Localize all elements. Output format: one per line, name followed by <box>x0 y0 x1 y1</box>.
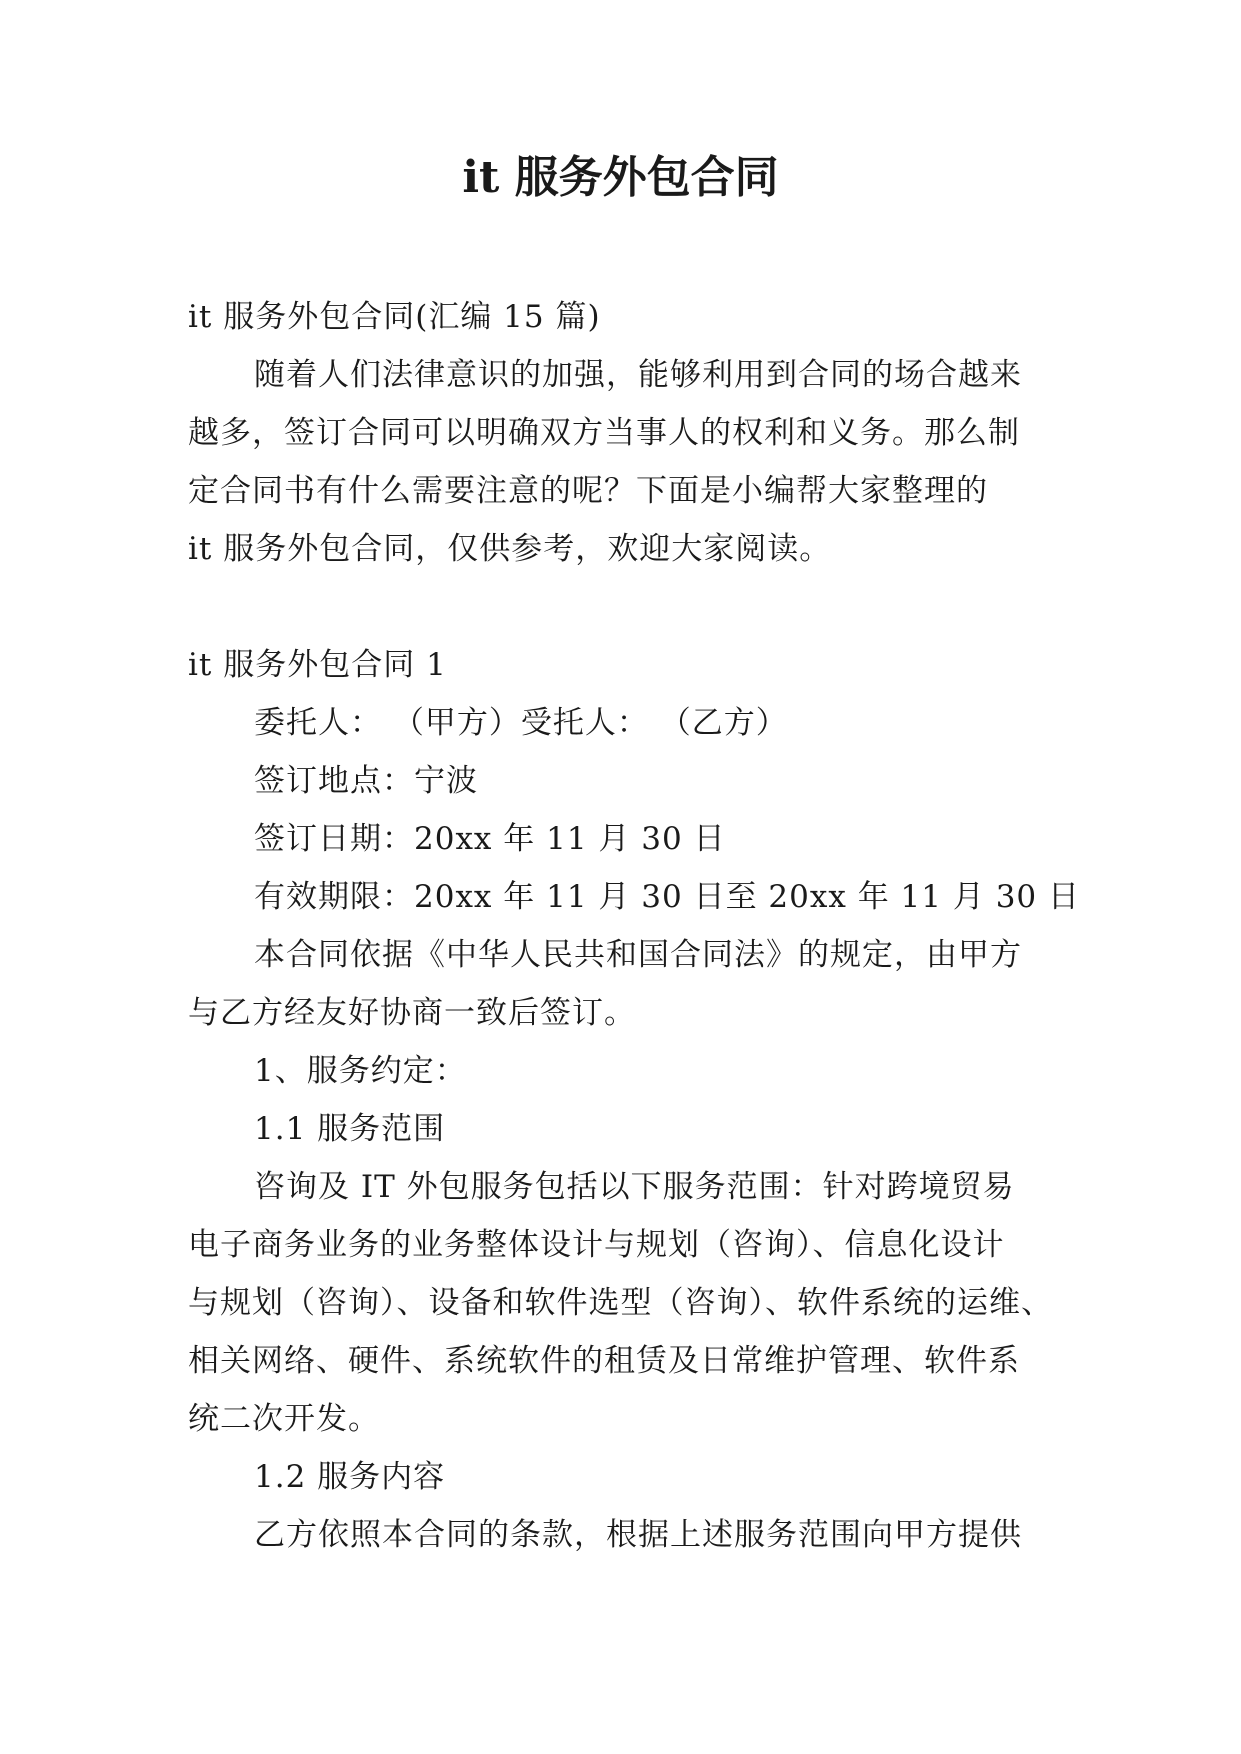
compilation-subtitle: it 服务外包合同(汇编 15 篇) <box>188 299 601 335</box>
content-line: 乙方依照本合同的条款，根据上述服务范围向甲方提供 <box>254 1517 1022 1553</box>
scope-line: 与规划（咨询）、设备和软件选型（咨询）、软件系统的运维、 <box>188 1285 1053 1321</box>
scope-line: 咨询及 IT 外包服务包括以下服务范围：针对跨境贸易 <box>254 1169 1015 1205</box>
section-title: it 服务外包合同 1 <box>188 647 447 683</box>
scope-line: 相关网络、硬件、系统软件的租赁及日常维护管理、软件系 <box>188 1343 1020 1379</box>
document-body <box>188 288 1081 1564</box>
clause-subheading: 1.2 服务内容 <box>254 1459 446 1495</box>
basis-line: 本合同依据《中华人民共和国合同法》的规定，由甲方 <box>254 937 1022 973</box>
parties-line: 委托人： （甲方）受托人： （乙方） <box>254 705 788 741</box>
basis-line: 与乙方经友好协商一致后签订。 <box>188 995 636 1031</box>
validity-term: 有效期限：20xx 年 11 月 30 日至 20xx 年 11 月 30 日 <box>254 879 1081 915</box>
intro-line: it 服务外包合同，仅供参考，欢迎大家阅读。 <box>188 531 832 567</box>
signing-date: 签订日期：20xx 年 11 月 30 日 <box>254 821 726 857</box>
clause-subheading: 1.1 服务范围 <box>254 1111 446 1147</box>
scope-line: 统二次开发。 <box>188 1401 380 1437</box>
scope-line: 电子商务业务的业务整体设计与规划（咨询）、信息化设计 <box>188 1227 1005 1263</box>
signing-place: 签订地点：宁波 <box>254 763 478 799</box>
document-title: it 服务外包合同 <box>462 152 779 203</box>
intro-line: 越多，签订合同可以明确双方当事人的权利和义务。那么制 <box>188 415 1020 451</box>
intro-line: 定合同书有什么需要注意的呢？下面是小编帮大家整理的 <box>188 473 988 509</box>
clause-heading: 1、服务约定： <box>254 1053 467 1089</box>
intro-line: 随着人们法律意识的加强，能够利用到合同的场合越来 <box>254 357 1022 393</box>
